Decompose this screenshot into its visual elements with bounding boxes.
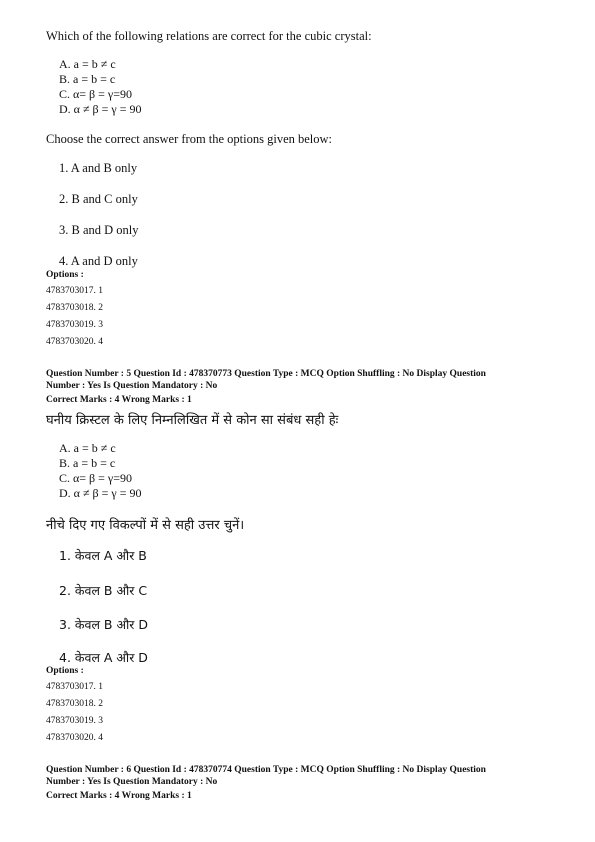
question-meta-line1: Question Number : 6 Question Id : 478370774 Question Type : MCQ Option Shuffling : No Display Question: [46, 765, 486, 775]
option-id-4: 4783703020. 4: [46, 337, 103, 347]
choose-instruction-hindi: नीचे दिए गए विकल्पों में से सही उत्तर चुनें।: [46, 518, 245, 533]
relation-a: A. a = b ≠ c: [59, 57, 116, 71]
choice-1: 1. A and B only: [59, 161, 138, 175]
relation-b: B. a = b = c: [59, 72, 116, 86]
option-id-3: 4783703019. 3: [46, 716, 103, 726]
option-id-1: 4783703017. 1: [46, 682, 103, 692]
option-id-1: 4783703017. 1: [46, 286, 103, 296]
question-meta-line3: Correct Marks : 4 Wrong Marks : 1: [46, 791, 192, 801]
choose-instruction: Choose the correct answer from the options given below:: [46, 132, 333, 146]
question-meta-line3: Correct Marks : 4 Wrong Marks : 1: [46, 395, 192, 405]
option-id-2: 4783703018. 2: [46, 699, 103, 709]
choice-4: 4. A and D only: [59, 254, 138, 268]
option-id-2: 4783703018. 2: [46, 303, 103, 313]
options-label: Options :: [46, 270, 84, 280]
choice-2: 2. केवल B और C: [59, 583, 148, 598]
choice-1: 1. केवल A और B: [59, 548, 147, 563]
options-label: Options :: [46, 666, 84, 676]
choice-4: 4. केवल A और D: [59, 650, 148, 665]
question-text-hindi: घनीय क्रिस्टल के लिए निम्नलिखित में से कोन सा संबंध सही हेः: [46, 413, 339, 428]
relation-d: D. α ≠ β = γ = 90: [59, 102, 142, 116]
question-meta-line2: Number : Yes Is Question Mandatory : No: [46, 777, 218, 787]
relation-b: B. a = b = c: [59, 456, 116, 470]
relation-d: D. α ≠ β = γ = 90: [59, 486, 142, 500]
question-text: Which of the following relations are correct for the cubic crystal:: [46, 29, 372, 43]
option-id-3: 4783703019. 3: [46, 320, 103, 330]
relation-a: A. a = b ≠ c: [59, 441, 116, 455]
choice-3: 3. केवल B और D: [59, 617, 148, 632]
relation-c: C. α= β = γ=90: [59, 87, 133, 101]
question-meta-line1: Question Number : 5 Question Id : 478370773 Question Type : MCQ Option Shuffling : No Display Question: [46, 369, 486, 379]
question-meta-line2: Number : Yes Is Question Mandatory : No: [46, 381, 218, 391]
relation-c: C. α= β = γ=90: [59, 471, 133, 485]
choice-3: 3. B and D only: [59, 223, 139, 237]
choice-2: 2. B and C only: [59, 192, 138, 206]
option-id-4: 4783703020. 4: [46, 733, 103, 743]
